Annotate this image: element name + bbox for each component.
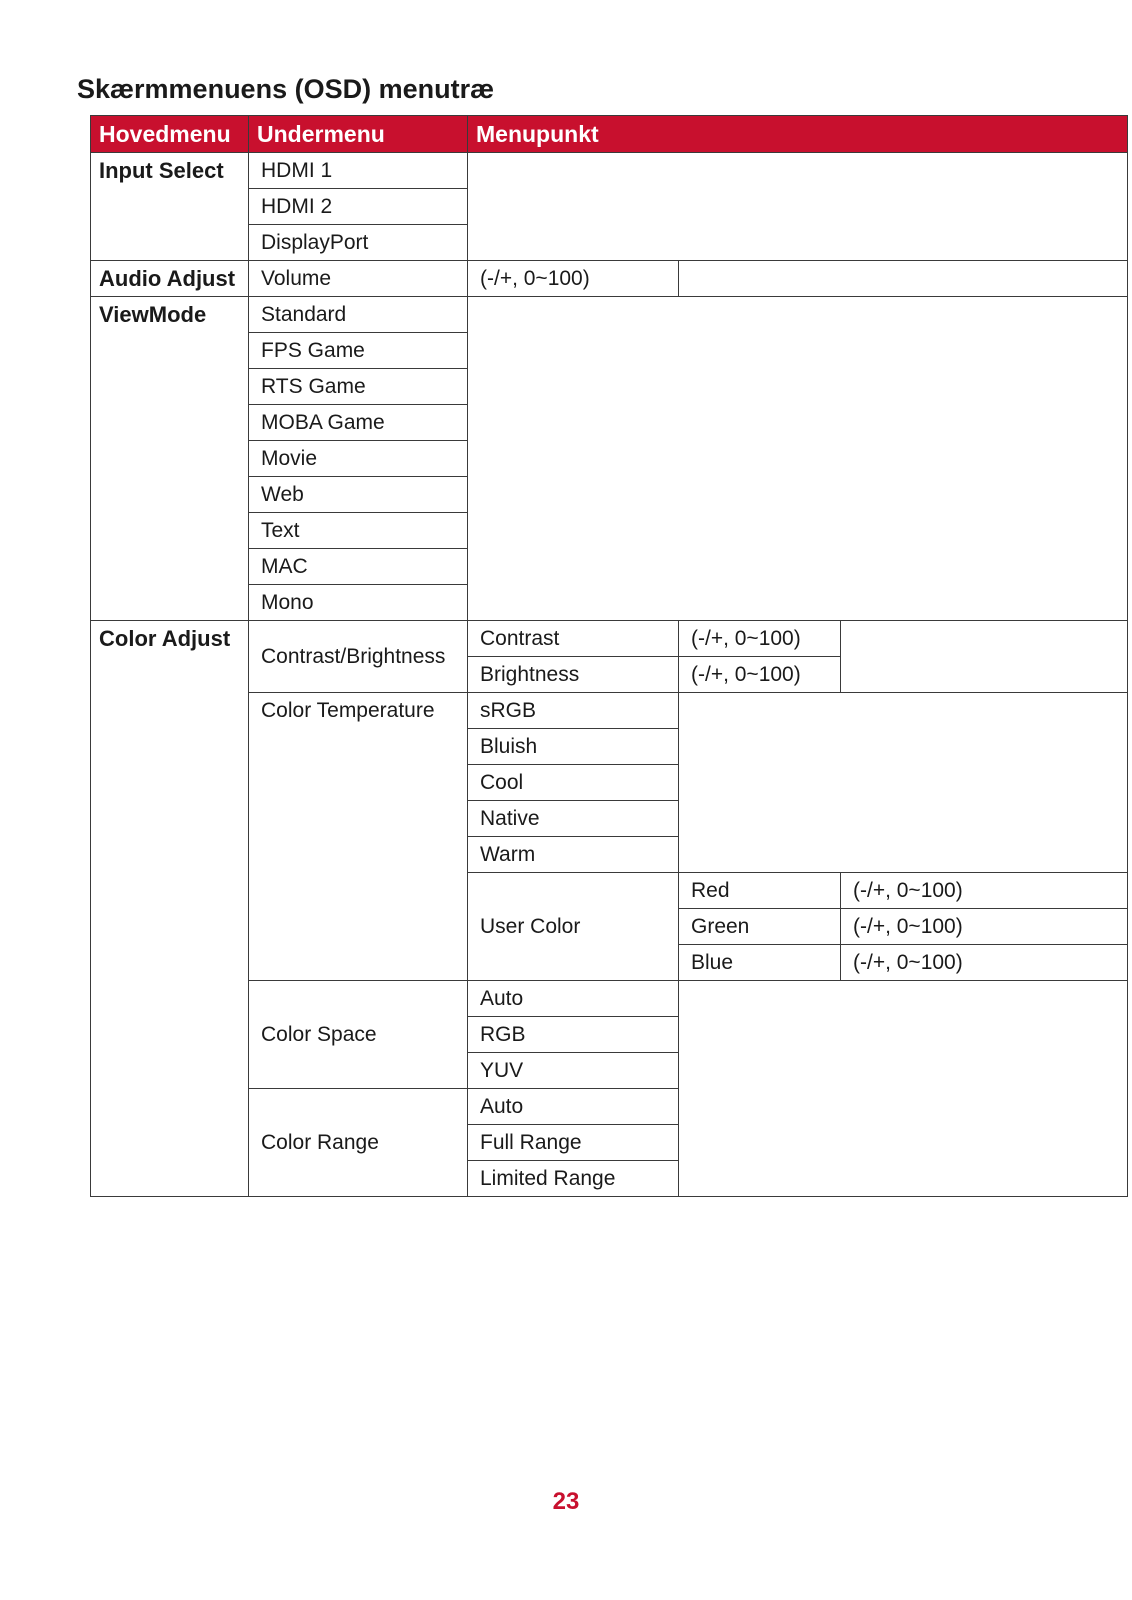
sub-item: Green (679, 909, 841, 945)
osd-menu-tree-table (90, 115, 1128, 1197)
submenu-item: HDMI 2 (249, 189, 468, 225)
menu-item-user-color: User Color (468, 873, 679, 981)
menu-item: Bluish (468, 729, 679, 765)
empty-cell (841, 621, 1128, 693)
submenu-item: RTS Game (249, 369, 468, 405)
empty-cell (468, 297, 1128, 621)
empty-cell (679, 981, 1128, 1197)
empty-cell (679, 261, 1128, 297)
menu-item: sRGB (468, 693, 679, 729)
table-row (91, 261, 1128, 297)
range-value: (-/+, 0~100) (679, 621, 841, 657)
header-row (91, 116, 1128, 153)
submenu-item: Volume (249, 261, 468, 297)
submenu-item: DisplayPort (249, 225, 468, 261)
menu-item: Cool (468, 765, 679, 801)
submenu-item: Mono (249, 585, 468, 621)
empty-cell (679, 693, 1128, 873)
table-row (91, 297, 1128, 333)
main-menu-audio-adjust: Audio Adjust (91, 261, 249, 297)
header-menu-item: Menupunkt (468, 116, 1128, 153)
menu-item: Brightness (468, 657, 679, 693)
submenu-color-temperature: Color Temperature (249, 693, 468, 981)
main-menu-color-adjust: Color Adjust (91, 621, 249, 1197)
submenu-item: MAC (249, 549, 468, 585)
submenu-contrast-brightness: Contrast/Brightness (249, 621, 468, 693)
menu-item: RGB (468, 1017, 679, 1053)
range-value: (-/+, 0~100) (841, 945, 1128, 981)
submenu-item: Movie (249, 441, 468, 477)
submenu-item: Web (249, 477, 468, 513)
sub-item: Blue (679, 945, 841, 981)
menu-item: Contrast (468, 621, 679, 657)
submenu-item: HDMI 1 (249, 153, 468, 189)
submenu-color-range: Color Range (249, 1089, 468, 1197)
menu-item: Auto (468, 1089, 679, 1125)
header-submenu: Undermenu (249, 116, 468, 153)
menu-item: Auto (468, 981, 679, 1017)
menu-item: Limited Range (468, 1161, 679, 1197)
sub-item: Red (679, 873, 841, 909)
menu-item: Full Range (468, 1125, 679, 1161)
menu-item: Native (468, 801, 679, 837)
empty-cell (468, 153, 1128, 261)
submenu-item: MOBA Game (249, 405, 468, 441)
table-row (91, 621, 1128, 657)
page-title: Skærmmenuens (OSD) menutræ (77, 74, 495, 104)
range-value: (-/+, 0~100) (468, 261, 679, 297)
page-number: 23 (552, 1488, 580, 1515)
submenu-item: Text (249, 513, 468, 549)
main-menu-input-select: Input Select (91, 153, 249, 261)
menu-item: Warm (468, 837, 679, 873)
range-value: (-/+, 0~100) (841, 909, 1128, 945)
main-menu-viewmode: ViewMode (91, 297, 249, 621)
range-value: (-/+, 0~100) (679, 657, 841, 693)
submenu-item: FPS Game (249, 333, 468, 369)
range-value: (-/+, 0~100) (841, 873, 1128, 909)
table-row (91, 153, 1128, 189)
header-main-menu: Hovedmenu (91, 116, 249, 153)
submenu-color-space: Color Space (249, 981, 468, 1089)
menu-item: YUV (468, 1053, 679, 1089)
submenu-item: Standard (249, 297, 468, 333)
